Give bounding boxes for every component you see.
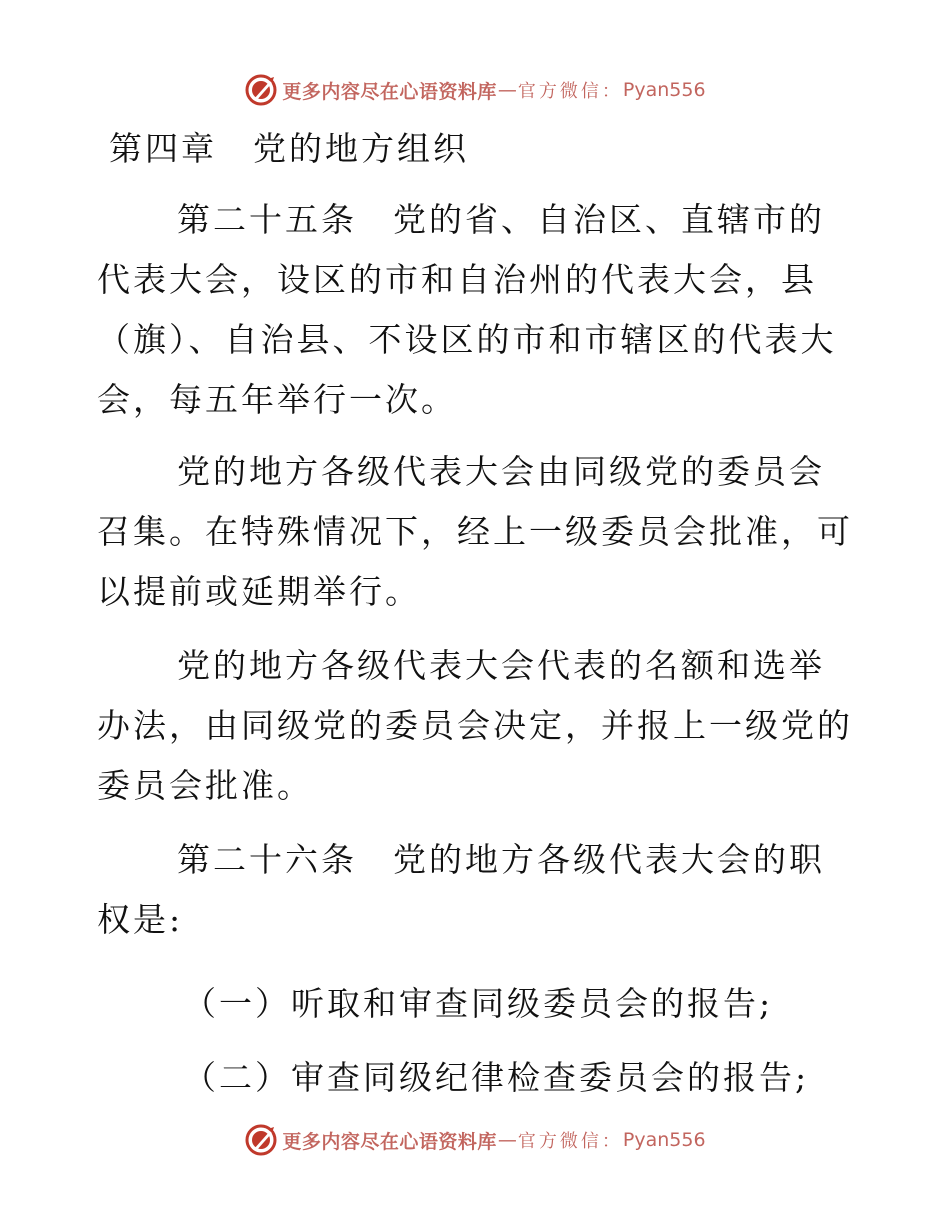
watermark-separator: — xyxy=(497,79,517,101)
list-item: （二）审查同级纪律检查委员会的报告; xyxy=(183,1058,810,1097)
delegates-paragraph: 党的地方各级代表大会代表的名额和选举办法，由同级党的委员会决定，并报上一级党的委员会批准。 xyxy=(97,646,853,805)
pen-logo-icon xyxy=(244,1123,278,1157)
article-26-paragraph: 第二十六条 党的地方各级代表大会的职权是: xyxy=(97,840,825,939)
watermark-main-text: 更多内容尽在心语资料库 xyxy=(282,1130,497,1153)
watermark-wechat-id: Pyan556 xyxy=(622,1129,706,1151)
chapter-title: 第四章 党的地方组织 xyxy=(109,129,469,168)
convening-paragraph: 党的地方各级代表大会由同级党的委员会召集。在特殊情况下，经上一级委员会批准，可以提前或延期举行。 xyxy=(97,452,853,611)
watermark-footer xyxy=(0,1122,950,1158)
pen-logo-icon xyxy=(244,73,278,107)
watermark-main-text: 更多内容尽在心语资料库 xyxy=(282,80,497,103)
document-body xyxy=(97,124,857,1108)
watermark-separator: — xyxy=(497,1129,517,1151)
watermark-wechat-id: Pyan556 xyxy=(622,79,706,101)
watermark-header xyxy=(0,72,950,108)
watermark-sub-text: 官方微信： xyxy=(517,81,623,102)
list-item: （一）听取和审查同级委员会的报告; xyxy=(183,984,774,1023)
watermark-sub-text: 官方微信： xyxy=(517,1131,623,1152)
article-25-paragraph: 第二十五条 党的省、自治区、直辖市的代表大会，设区的市和自治州的代表大会，县（旗）、自治县、不设区的市和市辖区的代表大会，每五年举行一次。 xyxy=(97,200,837,419)
